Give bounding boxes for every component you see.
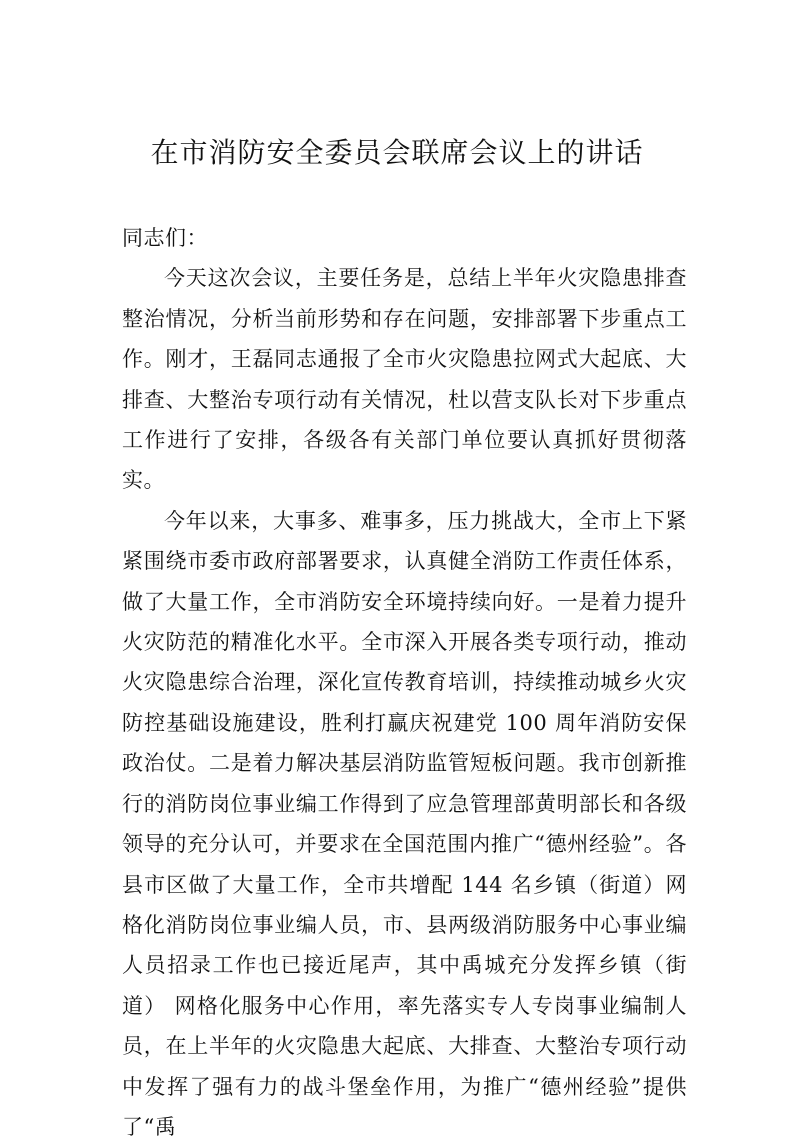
- paragraph-1: 今天这次会议，主要任务是，总结上半年火灾隐患排查整治情况，分析当前形势和存在问题，安排部署下步重点工作。刚才，王磊同志通报了全市火灾隐患拉网式大起底、大排查、大整治专项行动有关情况，杜以营支队长对下步重点工作进行了安排，各级各有关部门单位要认真抓好贯彻落实。: [122, 266, 687, 493]
- document-title: 在市消防安全委员会联席会议上的讲话: [150, 136, 644, 169]
- greeting-line: 同志们：: [122, 226, 208, 250]
- paragraph-2: 今年以来，大事多、难事多，压力挑战大，全市上下紧紧围绕市委市政府部署要求，认真健全消防工作责任体系， 做了大量工作，全市消防安全环境持续向好。一是着力提升火灾防范的精准化水平。全市深入开展各类专项行动，推动火灾隐患综合治理，深化宣传教育培训，持续推动城乡火灾防控基础设施建设，胜利打赢庆祝建党 100 周年消防安保政治仗。二是着力解决基层消防监管短板问题。我市创新推行的消防岗位事业编工作得到了应急管理部黄明部长和各级领导的充分认可，并要求在全国范围内推广“德州经验”。各县市区做了大量工作，全市共增配 144 名乡镇（街道）网格化消防岗位事业编人员，市、县两级消防服务中心事业编人员招录工作也已接近尾声，其中禹城充分发挥乡镇（街道） 网格化服务中心作用，率先落实专人专岗事业编制人员，在上半年的火灾隐患大起底、大排查、大整治专项行动中发挥了强有力的战斗堡垒作用，为推广“德州经验”提供了“禹: [122, 508, 687, 1139]
- document-body: [122, 218, 687, 1147]
